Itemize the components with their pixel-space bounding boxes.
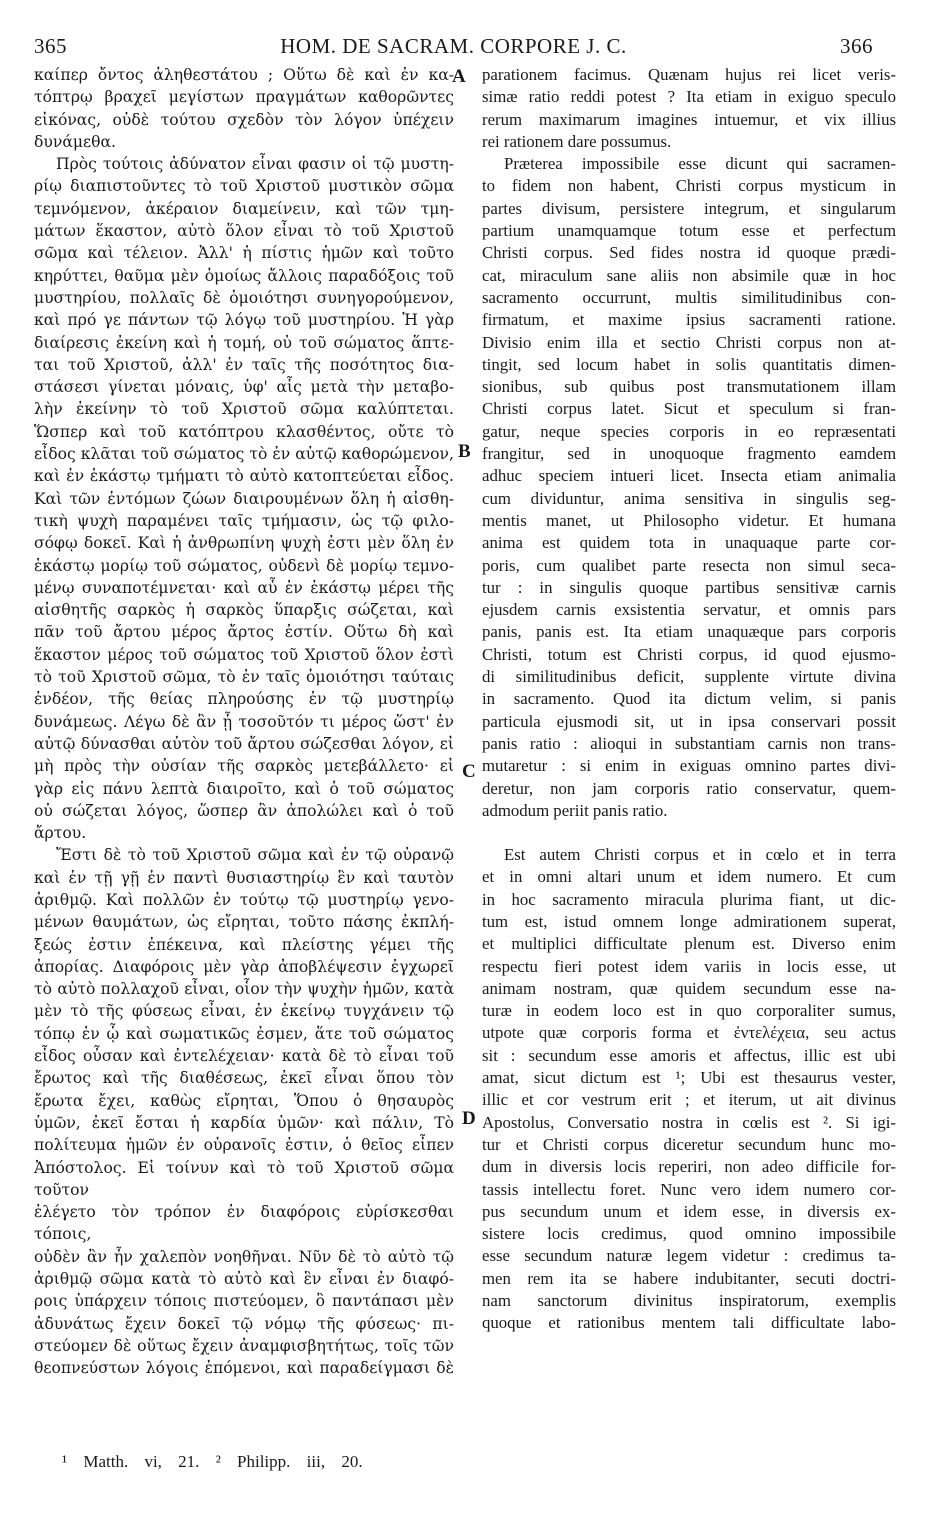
greek-line: ἀριθμῷ. Καὶ πολλῶν ἐν τούτῳ τῷ μυστηρίῳ γενο- — [34, 890, 454, 909]
greek-line: οὐ σώζεται λόγος, ὥσπερ ἂν ἀπολώλει καὶ ὁ τοῦ — [34, 801, 454, 820]
greek-line: ὑμῶν, ἐκεῖ ἔσται ἡ καρδία ὑμῶν· καὶ πάλιν, Τὸ — [34, 1113, 454, 1132]
greek-line: στάσεσι γίνεται μόναις, ὑφ' αἷς μετὰ τὴν μεταβο- — [34, 378, 454, 397]
latin-line: quoque et rationibus mentem tali difficultate labo- — [482, 1313, 896, 1333]
margin-letter-c: C — [462, 761, 476, 782]
greek-line: εἶδος κλᾶται τοῦ σώματος τὸ ἐν αὐτῷ καθορώμενον, — [34, 445, 454, 464]
latin-line: di similitudinibus deficit, supplente virtute divina — [482, 667, 896, 687]
greek-line: ἐνδέον, τῆς θείας πληρούσης ἐν τῷ μυστηρίῳ — [34, 690, 454, 709]
paragraph-gap — [482, 822, 896, 844]
latin-line: panis ratio : alioqui in substantiam carnis non trans- — [482, 733, 896, 753]
greek-line: οὐδὲν ἂν ἦν χαλεπὸν νοηθῆναι. Νῦν δὲ τὸ αὐτὸ τῷ — [34, 1247, 454, 1266]
latin-line: mutaretur : si enim in exiguas omnino partes divi- — [482, 756, 896, 776]
latin-line: tassis intellectu foret. Nunc vero idem numero cor- — [482, 1179, 896, 1199]
latin-line: parationem facimus. Quænam hujus rei licet veris- — [482, 65, 896, 84]
latin-line: in hoc sacramento miracula plurima fiant, ut dic- — [482, 889, 896, 909]
greek-line: καὶ πρό γε πάντων τῷ λόγῳ τοῦ μυστηρίου. Ἡ γὰρ — [34, 311, 454, 330]
latin-line: tingit, sed locum habet in solis quantitatis dimen- — [482, 354, 896, 374]
latin-line: mentis manet, ut Philosopho videtur. Et humana — [482, 510, 896, 530]
greek-line: ται τοῦ Χριστοῦ, ἀλλ' ἐν ταῖς τῆς ποσότητος δια- — [34, 355, 454, 374]
latin-line: animam nostram, quæ quidem secundum esse na- — [482, 978, 896, 998]
latin-line: illic et cor vestrum erit ; et iterum, ut ait divinus — [482, 1090, 896, 1110]
latin-line: adhuc speciem intueri licet. Insecta etiam animalia — [482, 466, 896, 486]
greek-line: ξεώς ἐστιν ἐπέκεινα, καὶ πλείστης γέμει τῆς — [34, 935, 454, 954]
greek-line: καίπερ ὄντος ἀληθεστάτου ; Οὕτω δὲ καὶ ἐν κα- — [34, 66, 454, 84]
latin-line: panis, panis est. Ita etiam unaquæque pars corporis — [482, 622, 896, 642]
latin-line: cum dividuntur, anima sensitiva in singulis seg- — [482, 488, 896, 508]
latin-line: esse secundum naturæ legem videtur : credimus ta- — [482, 1246, 896, 1266]
greek-line: διαίρεσις ἐκείνη καὶ ἡ τομή, οὐ τοῦ σώματος ἅπτε- — [34, 333, 454, 352]
greek-line: κηρύττει, θαῦμα μὲν ὁμοίως ἄλλοις παραδόξοις τοῦ — [34, 266, 454, 285]
greek-line: δυνάμεθα. — [34, 132, 116, 151]
greek-line: ἔρωτος καὶ τῆς διαθέσεως, ἐκεῖ εἶναι ὅπου τὸν — [34, 1069, 454, 1088]
page-number-right: 366 — [840, 34, 873, 58]
margin-letter-d: D — [462, 1108, 476, 1129]
greek-line: σόφῳ δοκεῖ. Καὶ ἡ ἀνθρωπίνη ψυχὴ ἐστι μὲν ὅλη ἐν — [34, 534, 454, 553]
latin-line: rerum maximarum imagines intuemur, et vix illius — [482, 109, 896, 129]
greek-line: εἶδος οὖσαν καὶ ἐντελέχειαν· κατὰ δὲ τὸ εἶναι τοῦ — [34, 1047, 454, 1066]
greek-line: αὐτῷ δύνασθαι αὐτὸν τοῦ ἄρτου σώζεσθαι λόγον, εἰ — [34, 734, 454, 753]
greek-line: ἀδυνάτως ἔχειν δοκεῖ τῷ νόμῳ τῆς φύσεως· πι- — [34, 1314, 454, 1333]
greek-line: τὸ αὐτὸ πολλαχοῦ εἶναι, οἷον τὴν ψυχὴν ἡμῶν, κατὰ — [34, 980, 454, 999]
greek-line: πᾶν τοῦ ἄρτου μέρος ἄρτος ἐστίν. Οὕτω δὴ καὶ — [34, 623, 454, 642]
latin-line: sacramento occurrunt, multis similitudinibus con- — [482, 287, 896, 307]
greek-line: Ἀπόστολος. Εἰ τοίνυν καὶ τὸ τοῦ Χριστοῦ σῶμα τοῦτον — [34, 1158, 454, 1199]
latin-line: Apostolus, Conversatio nostra in cœlis est ². Si igi- — [482, 1112, 896, 1132]
latin-line: Est autem Christi corpus et in cœlo et in terra — [504, 845, 896, 865]
greek-line: μὴ πρὸς τὴν οὐσίαν τῆς σαρκὸς μετεβάλλετο· εἰ — [34, 757, 454, 776]
greek-line: σῶμα καὶ τέλειον. Ἀλλ' ἡ πίστις ἡμῶν καὶ τοῦτο — [34, 244, 454, 263]
latin-line: partes divisum, persistere integrum, et singularum — [482, 198, 896, 218]
greek-line: πολίτευμα ἡμῶν ἐν οὐρανοῖς ἐστιν, ὁ θεῖος εἶπεν — [34, 1136, 454, 1155]
latin-line: Divisio enim illa et sectio Christi corpus non at- — [482, 332, 896, 352]
footnotes — [62, 1452, 363, 1472]
greek-line: Ἔστι δὲ τὸ τοῦ Χριστοῦ σῶμα καὶ ἐν τῷ οὐρανῷ — [56, 846, 454, 865]
greek-line: δυνάμεως. Λέγω δὲ ἂν ᾖ τοσοῦτόν τι μέρος ὥστ' ἐν — [34, 712, 454, 731]
latin-line: to fidem non habent, Christi corpus mysticum in — [482, 176, 896, 196]
greek-line: μένων θαυμάτων, ὡς εἴρηται, τοῦτο πάσης ἐκπλή- — [34, 913, 454, 932]
margin-letter-a: A — [452, 66, 466, 87]
greek-line: θεοπνεύστων λόγοις ἑπόμενοι, καὶ παραδείγμασι δὲ — [34, 1359, 454, 1378]
latin-line: tur : in singulis quoque partibus sensitivæ carnis — [482, 577, 896, 597]
latin-line: men rem ita se habere indubitanter, secuti doctri- — [482, 1268, 896, 1288]
greek-line: τικὴ ψυχὴ παραμένει ταῖς τμήμασιν, ὡς τῷ φιλο- — [34, 511, 454, 530]
latin-text-column — [482, 64, 896, 1335]
greek-line: αἰσθητῆς σαρκὸς ἡ σαρκὸς ὕπαρξις σώζεται, καὶ — [34, 601, 454, 620]
latin-line: Christi, totum est Christi corpus, id quod ejusmo- — [482, 644, 896, 664]
latin-line: sionibus, sub quibus post transmutationem illam — [482, 377, 896, 397]
greek-line: ἑκάστῳ μορίῳ τοῦ σώματος, οὐδενὶ δὲ μορίῳ τεμνο- — [34, 556, 454, 575]
latin-line: ejusdem carnis exsistentia servatur, et omnis pars — [482, 600, 896, 620]
greek-line: γὰρ εἰς πάνυ λεπτὰ διαιροῖτο, καὶ ὁ τοῦ σώματος — [34, 779, 454, 798]
latin-line: turæ in eodem loco est in quo corporaliter sumus, — [482, 1001, 896, 1021]
greek-text-column — [34, 64, 454, 1380]
greek-line: στεύομεν δὲ οὕτως ἔχειν ἀναμφισβητήτως, τοῖς τῶν — [34, 1336, 454, 1355]
greek-line: ἀπορίας. Διαφόροις μὲν γὰρ ἀποβλέψεσιν ἐγχωρεῖ — [34, 957, 454, 976]
greek-line: τεμνόμενον, ἀκέραιον διαμείνειν, καὶ τῶν τμη- — [34, 199, 454, 218]
latin-line: tur et Christi corpus diceretur secundum hunc mo- — [482, 1134, 896, 1154]
greek-line: Ὥσπερ καὶ τοῦ κατόπτρου κλασθέντος, οὔτε τὸ — [34, 422, 454, 441]
greek-line: καὶ ἐν ἑκάστῳ τμήματι τὸ αὐτὸ κατοπτεύεται εἶδος. — [34, 467, 454, 486]
latin-line: in sacramento. Quod ita dictum velim, si panis — [482, 689, 896, 709]
latin-line: poris, cum qualibet parte resecta non simul seca- — [482, 555, 896, 575]
latin-line: Præterea impossibile esse dicunt qui sacramen- — [504, 154, 896, 174]
greek-line: μάτων ἕκαστον, αὐτὸ ὅλον εἶναι τὸ τοῦ Χριστοῦ — [34, 222, 454, 241]
greek-line: εἰκόνας, οὐδὲ τούτου σχεδὸν τὸν λόγον ὑπέχειν — [34, 110, 454, 129]
greek-line: μυστηρίου, πολλαῖς δὲ ὁμοιότησι συνηγορούμενον, — [34, 288, 454, 307]
greek-line: καὶ ἐν τῇ γῇ ἐν παντὶ θυσιαστηρίῳ ἓν καὶ ταυτὸν — [34, 868, 454, 887]
latin-line: particula ejusmodi sit, ut in ipsa conservari possit — [482, 711, 896, 731]
latin-line: sistere locis credimus, quod omnino impossibile — [482, 1224, 896, 1244]
footnote-2: ² Philipp. iii, 20. — [215, 1452, 363, 1471]
latin-line: deretur, non jam corporis ratio conservatur, quem- — [482, 778, 896, 798]
footnote-1: ¹ Matth. vi, 21. — [62, 1452, 200, 1471]
latin-line: respectu fieri potest idem variis in locis esse, ut — [482, 956, 896, 976]
latin-line: rei rationem dare possumus. — [482, 131, 672, 151]
greek-line: Καὶ τῶν ἐντόμων ζώων διαιρουμένων ὅλη ἡ αἰσθη- — [34, 489, 454, 508]
latin-line: utpote quæ corporis forma et ἐντελέχεια, seu actus — [482, 1023, 896, 1043]
greek-line: ἄρτου. — [34, 824, 87, 843]
latin-line: Christi corpus. Sed fides nostra id quoque prædi- — [482, 243, 896, 263]
greek-line: ροις ὑπάρχειν τόποις πιστεύομεν, ὃ παντάπασι μὲν — [34, 1292, 454, 1311]
latin-line: firmatum, et maxime ipsius sacramenti ratione. — [482, 310, 896, 330]
page-number-left: 365 — [34, 34, 67, 58]
greek-line: ἀριθμῷ σῶμα κατὰ τὸ αὐτὸ καὶ ἓν εἶναι ἐν διαφό- — [34, 1270, 454, 1289]
latin-line: pus secundum unum et idem esse, in diversis ex- — [482, 1201, 896, 1221]
latin-line: partium unamquamque totum esse et perfectum — [482, 221, 896, 241]
greek-line: τόπτρῳ βραχεῖ μεγίστων πραγμάτων καθορῶντες — [34, 88, 454, 107]
margin-letter-b: B — [458, 441, 471, 462]
greek-line: ἐλέγετο τὸν τρόπον ἐν διαφόροις εὑρίσκεσθαι τόποις, — [34, 1203, 454, 1244]
running-title: HOM. DE SACRAM. CORPORE J. C. — [280, 34, 627, 58]
greek-line: μένῳ συναποτέμνεται· καὶ αὖ ἐν ἑκάστῳ μέρει τῆς — [34, 578, 454, 597]
greek-line: τόπῳ ἐν ᾧ καὶ σωματικῶς ἐσμεν, ἅτε τοῦ σώματος — [34, 1024, 454, 1043]
latin-line: et multiplici difficultate plenum est. Diverso enim — [482, 934, 896, 954]
latin-line: admodum periit panis ratio. — [482, 800, 668, 820]
latin-line: et in omni altari unum et idem numero. Et cum — [482, 867, 896, 887]
greek-line: ἕκαστον μέρος τοῦ σώματος τοῦ Χριστοῦ ὅλον ἐστὶ — [34, 645, 454, 664]
latin-line: dum in diversis locis reperiri, non adeo difficile for- — [482, 1157, 896, 1177]
latin-line: cat, miraculum sane aliis non absimile quæ in hoc — [482, 265, 896, 285]
latin-line: anima est quidem tota in unaquaque parte cor- — [482, 533, 896, 553]
running-header — [34, 34, 873, 60]
latin-line: Christi corpus latet. Sicut et speculum si fran- — [482, 399, 896, 419]
latin-line: sit : secundum esse amoris et affectus, illic est ubi — [482, 1045, 896, 1065]
latin-line: frangitur, sed in unoquoque fragmento eamdem — [482, 444, 896, 464]
latin-line: tum est, istud omnem longe admirationem superat, — [482, 911, 896, 931]
greek-line: λὴν ἐκείνην τὸ τοῦ Χριστοῦ σῶμα καλύπτεται. — [34, 400, 454, 419]
greek-line: τὸ τοῦ Χριστοῦ σῶμα, τὸ ἐν ταῖς ὁμοιότησι ταύταις — [34, 668, 454, 687]
latin-line: amat, sicut dictum est ¹; Ubi est thesaurus vester, — [482, 1068, 896, 1088]
greek-line: μὲν τὸ τῆς φύσεως εἶναι, ἐν ἐκείνῳ τυγχάνειν τῷ — [34, 1002, 454, 1021]
latin-line: gatur, neque species corporis in eo repræsentati — [482, 421, 896, 441]
latin-line: simæ ratio reddi potest ? Ita etiam in exiguo speculo — [482, 87, 896, 107]
greek-line: Πρὸς τούτοις ἀδύνατον εἶναι φασιν οἱ τῷ μυστη- — [56, 155, 454, 174]
latin-line: nam sanctorum divinitus inspiratorum, exemplis — [482, 1291, 896, 1311]
greek-line: ρίῳ διαπιστοῦντες τὸ τοῦ Χριστοῦ μυστικὸν σῶμα — [34, 177, 454, 196]
greek-line: ἔρωτα ἔχει, καθὼς εἴρηται, Ὅπου ὁ θησαυρὸς — [34, 1091, 454, 1110]
